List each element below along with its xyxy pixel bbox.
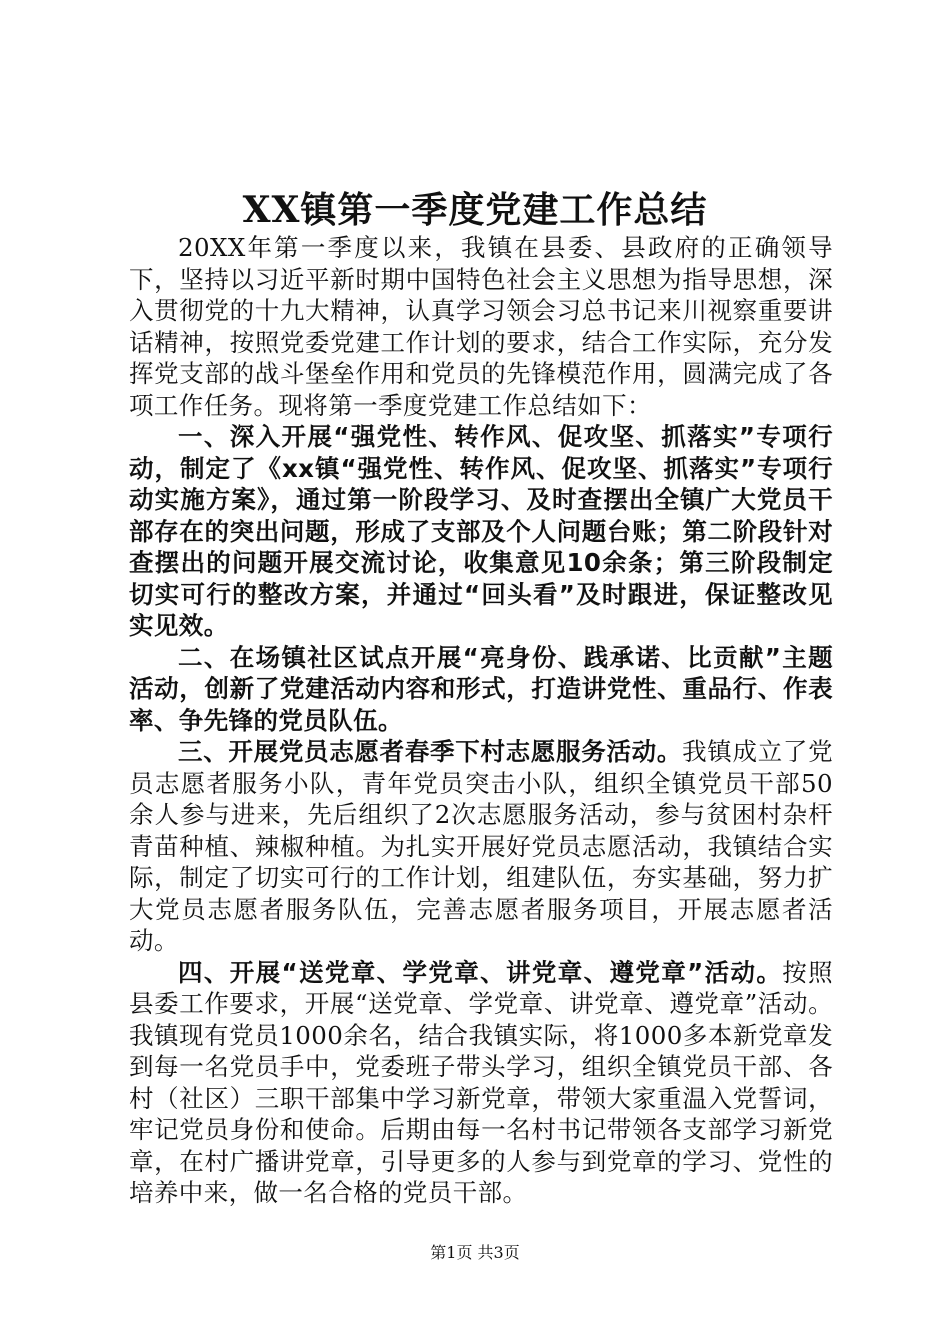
- section-4-body: 按照县委工作要求，开展“送党章、学党章、讲党章、遵党章”活动。我镇现有党员1000余名，结合我镇实际，将1000多本新党章发到每一名党员手中，党委班子带头学习，组织全镇党员干部、各村（社区）三职干部集中学习新党章，带领大家重温入党誓词，牢记党员身份和使命。后期由每一名村书记带领各支部学习新党章，在村广播讲党章，引导更多的人参与到党章的学习、党性的培养中来，做一名合格的党员干部。: [129, 957, 833, 1207]
- section-3-paragraph: [129, 736, 833, 957]
- section-2-paragraph: 二、在场镇社区试点开展“亮身份、践承诺、比贡献”主题活动，创新了党建活动内容和形式，打造讲党性、重品行、作表率、争先锋的党员队伍。: [129, 642, 833, 735]
- section-3-body: 我镇成立了党员志愿者服务小队，青年党员突击小队，组织全镇党员干部50余人参与进来，先后组织了2次志愿服务活动，参与贫困村杂杆青苗种植、辣椒种植。为扎实开展好党员志愿活动，我镇结合实际，制定了切实可行的工作计划，组建队伍，夯实基础，努力扩大党员志愿者服务队伍，完善志愿者服务项目，开展志愿者活动。: [129, 737, 833, 955]
- section-1-paragraph: 一、深入开展“强党性、转作风、促攻坚、抓落实”专项行动，制定了《xx镇“强党性、转作风、促攻坚、抓落实”专项行动实施方案》，通过第一阶段学习、及时查摆出全镇广大党员干部存在的突出问题，形成了支部及个人问题台账；第二阶段针对查摆出的问题开展交流讨论，收集意见10余条；第三阶段制定切实可行的整改方案，并通过“回头看”及时跟进，保证整改见实见效。: [129, 422, 833, 640]
- section-3-heading: 三、开展党员志愿者春季下村志愿服务活动。: [178, 737, 683, 766]
- section-4-heading: 四、开展“送党章、学党章、讲党章、遵党章”活动。: [178, 957, 783, 987]
- page-indicator: 第1页 共3页: [430, 1243, 520, 1262]
- document-title: XX镇第一季度党建工作总结: [242, 189, 708, 231]
- intro-paragraph: 20XX年第一季度以来，我镇在县委、县政府的正确领导下，坚持以习近平新时期中国特色社会主义思想为指导思想，深入贯彻党的十九大精神，认真学习领会习总书记来川视察重要讲话精神，按照党委党建工作计划的要求，结合工作实际，充分发挥党支部的战斗堡垒作用和党员的先锋模范作用，圆满完成了各项工作任务。现将第一季度党建工作总结如下：: [129, 233, 833, 420]
- document-body: [129, 232, 833, 1209]
- section-4-paragraph: [129, 957, 833, 1209]
